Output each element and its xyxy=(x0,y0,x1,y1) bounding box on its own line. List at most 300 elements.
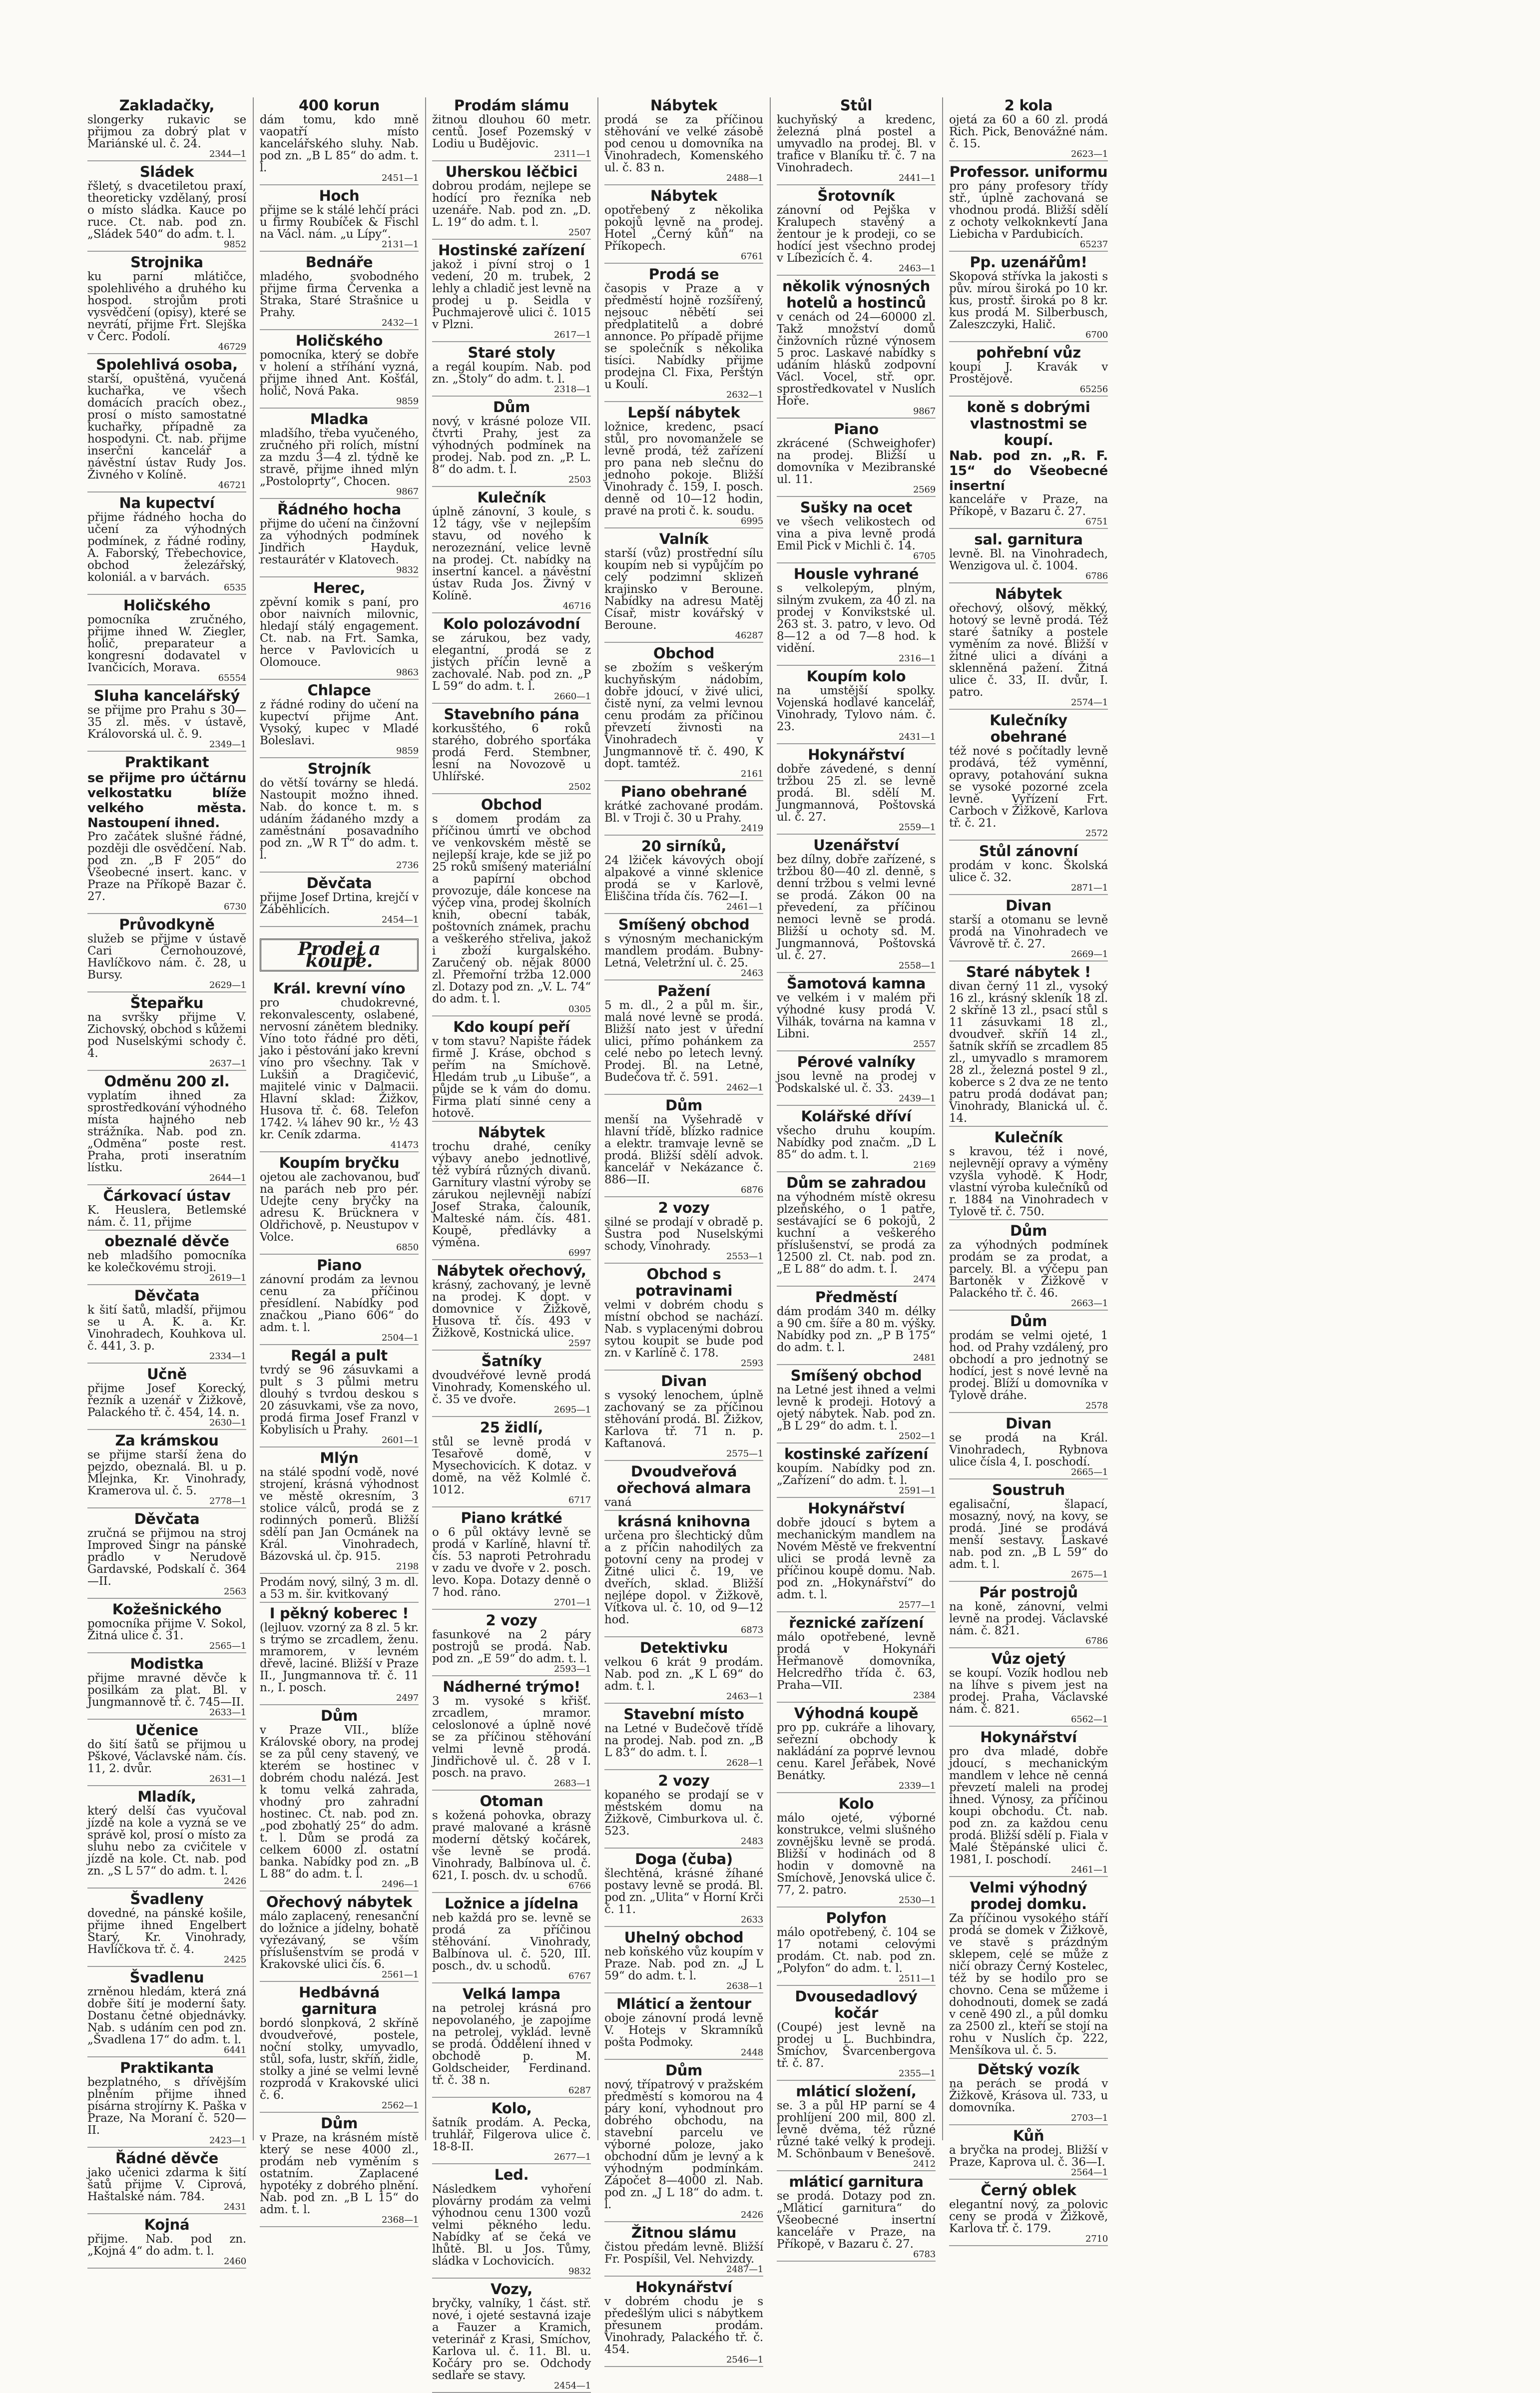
column xyxy=(87,97,246,2267)
ad-reference-number: 2339—1 xyxy=(898,1781,936,1791)
ad-title: 400 korun xyxy=(299,97,380,114)
classified-ad xyxy=(432,1353,591,1415)
ad-reference-number: 2169 xyxy=(913,1160,936,1170)
ad-separator xyxy=(87,2056,246,2057)
classified-ad xyxy=(777,668,936,742)
ad-reference-number: 2778—1 xyxy=(209,1496,246,1506)
ad-title: Hedbávná garnitura xyxy=(299,1984,380,2017)
classified-ad xyxy=(260,875,419,925)
classified-ad xyxy=(87,1891,246,1964)
classified-ad xyxy=(604,1266,763,1368)
ad-text: v tom stavu? Napište řádek firmě J. Kráse, obchod s peřím na Smíchově. Hledám trub „u Libuše“, a půjde se k vám do domu. Firma platí sinné ceny a hotově. xyxy=(432,1035,591,1120)
ad-text: mladšího, třeba vyučeného, zručného při rolích, místní za mzdu 3—4 zl. týdně ke stravě, přijme ihned mlýn „Postoloprty“, Chocen. xyxy=(260,427,419,488)
classified-ad xyxy=(87,688,246,749)
ad-text: určena pro šlechtický dům a z příčin nahodilých za potovní ceny na prodej v Žitné ulici č. 19, ve dveřích, sklad. Bližší nejlépe dopol. v Žižkově, Vítkova ul. č. 10, od 9—12 hod. xyxy=(604,1529,763,1626)
classified-ad xyxy=(87,1073,246,1183)
ad-title: Regál a pult xyxy=(291,1347,388,1364)
ad-text: dobrou prodám, nejlepe se hodící pro řezníka neb uzenáře. Nab. pod zn. „D. L. 19“ do adm. t. l. xyxy=(432,180,591,229)
classified-ad xyxy=(87,754,246,912)
ad-text: přijme řádného hocha do učení za výhodných podmínek, z řádné rodiny, A. Faborský, Třebechovice, obchod železářský, koloniál. a v barvách. xyxy=(87,511,246,584)
ad-text: 3 m. vysoké s křišť. zrcadlem, mramor. celoslonové a úplně nové se za příčinou stěhování velmi levně prodá. Jindřichově ul. č. 28 v I. posch. na pravo. xyxy=(432,1695,591,1780)
ad-text: šlechtěná, krásné žíhané postavy levně se prodá. Bl. pod zn. „Ulita“ v Horní Krči č. 11. xyxy=(604,1867,763,1916)
ad-reference-number: 2419 xyxy=(740,823,763,834)
ad-text: divan černý 11 zl., vysoký 16 zl., krásný skleník 18 zl. 2 skříně 13 zl., psací stůl s 11 zásuvkami 18 zl., dvoudveř. skříň 14 zl., šatník skříň se zrcadlem 85 zl., umyvadlo s mramorem 28 zl., železná postel 9 zl., koberce s 2 dva ze ne tento patru prodá dodávat pan; Vinohrady, Blanická ul. č. 14. xyxy=(949,980,1108,1125)
ad-text: v Praze VII., blíže Královské obory, na prodej se za půl ceny stavený, ve kterém se hostinec v dobrém chodu nalézá. Jest k tomu velká zahrada, vhodný pro zahradní hostinec. Ct. nab. pod zn. „pod zbohatlý 25“ do adm. t. l. Dům se prodá za celkem 6000 zl. ostatní banka. Nabídky pod zn. „B L 88“ do adm. t. l. xyxy=(260,1724,419,1881)
ad-separator xyxy=(949,1478,1108,1479)
ad-separator xyxy=(604,1510,763,1511)
ad-separator xyxy=(87,1719,246,1720)
ad-text: starší (vůz) prostřední sílu koupím neb si vypůjčím po celý podzimní sklizeň krajinsko v Beroune. Nabídky na adresu Matěj Císař, mistr kovářský v Beroune. xyxy=(604,547,763,632)
ad-text: pro dva mladé, dobře jdoucí, s mechanickým mandlem v lehce ně cenná převzetí maleli na prodej ihned. Výnosy, za příčinou koupi obchodu. Ct. nab. pod zn. za každou cenu prodá. Bližší sdělí p. Fiala v Malé Štěpánské ulici č. 1981, I. poschodí. xyxy=(949,1745,1108,1866)
ad-text: 24 lžiček kávových obojí alpakové a vinné sklenice prodá se v Karlově, Eliščina třída čís. 762—I. xyxy=(604,854,763,903)
ad-title: Ořechový nábytek xyxy=(266,1894,413,1911)
classified-ad xyxy=(87,2217,246,2266)
ad-separator xyxy=(432,2278,591,2279)
ad-reference-number: 6997 xyxy=(568,1248,591,1258)
classified-ad xyxy=(432,1896,591,1981)
ad-title: Polyfon xyxy=(826,1910,887,1926)
classified-ad xyxy=(604,645,763,779)
classified-ad xyxy=(87,254,246,352)
ad-separator xyxy=(87,991,246,992)
ad-text: kuchyňský a kredenc, železná plná postel a umyvadlo na prodej. Bl. v trafice v Blaníku tř. č. 7 na Vinohradech. xyxy=(777,113,936,174)
ad-text: neb koňského vůz koupím v Praze. Nab. pod zn. „J L 59“ do adm. t. l. xyxy=(604,1945,763,1982)
ad-reference-number: 65256 xyxy=(1079,384,1108,395)
ad-separator xyxy=(777,275,936,276)
classified-ad xyxy=(87,1511,246,1596)
ad-title: Šatníky xyxy=(481,1353,542,1370)
ad-separator xyxy=(949,582,1108,583)
classified-ad xyxy=(604,1929,763,1991)
ad-reference-number: 2564—1 xyxy=(1070,2167,1108,2178)
classified-ad xyxy=(604,838,763,912)
ad-separator xyxy=(260,1344,419,1345)
ad-text: čistou předám levně. Bližší Fr. Pospíšil, Vel. Nehvizdy. xyxy=(604,2241,763,2266)
ad-title: Sluha kancelářský xyxy=(93,687,240,704)
classified-ad xyxy=(260,580,419,677)
ad-text: prodám v konc. Školská ulice č. 32. xyxy=(949,859,1108,884)
ad-text: pomocníka přijme V. Sokol, Žitná ulice č. 31. xyxy=(87,1617,246,1642)
classified-ad xyxy=(777,1368,936,1441)
ad-title: Stůl xyxy=(840,97,873,114)
ad-reference-number: 2483 xyxy=(740,1836,763,1847)
classified-ad xyxy=(260,761,419,870)
ad-text: tvrdý se 96 zásuvkami a pult s 3 půlmi metru dlouhý s tvrdou deskou s 20 zásuvkami, vše za novo, prodá firma Josef Franzl v Kobylisích u Prahy. xyxy=(260,1364,419,1436)
ad-separator xyxy=(260,184,419,185)
ad-reference-number: 6873 xyxy=(740,1625,763,1635)
ad-title: Učenice xyxy=(135,1722,198,1739)
classified-ad xyxy=(949,2182,1108,2244)
ad-reference-number: 2617—1 xyxy=(553,330,591,340)
ad-text: ojetá za 60 a 60 zl. prodá Rich. Pick, Benovážné nám. č. 15. xyxy=(949,113,1108,150)
ad-text: přijme Josef Drtina, krejčí v Záběhlicích. xyxy=(260,891,419,916)
ad-text: Pro začátek slušné řádné, později dle osvědčení. Nab. pod zn. „B F 205“ do Všeobecné insert. kanc. v Praze na Příkopě Bazar č. 27. xyxy=(87,830,246,903)
ad-reference-number: 2349—1 xyxy=(209,739,246,750)
ad-separator xyxy=(604,2276,763,2277)
ad-separator xyxy=(432,1982,591,1983)
ad-highlight: se přijme pro účtárnu velkostatku blíže velkého města. Nastoupení ihned. xyxy=(87,771,246,831)
ad-reference-number: 6783 xyxy=(913,2249,936,2260)
classified-ad xyxy=(604,1996,763,2057)
ad-title: Smíšený obchod xyxy=(618,916,750,933)
ad-text: s velkolepým, plným, silným zvukem, za 40 zl. na prodej v Konvikstské ul. 263 st. 3. patro, v levo. Od 8—12 a od 7—8 hod. k vidění. xyxy=(777,582,936,655)
classified-ad xyxy=(432,797,591,1014)
ad-separator xyxy=(604,2221,763,2222)
classified-ad xyxy=(777,1054,936,1103)
ad-title: Hokynářství xyxy=(980,1729,1077,1746)
ad-separator xyxy=(87,1507,246,1508)
ad-text: ojetou ale zachovanou, buď na parách neb pro pér. Udejte ceny bryčky na adresu K. Brücknera v Oldřichově, p. Neustupov v Volce. xyxy=(260,1171,419,1244)
ad-title: Divan xyxy=(1006,897,1051,914)
ad-text: Následkem vyhoření plovárny prodám za velmi výhodnou cenu 1300 vozů velmi pěkného ledu. Nabídky ať se čeká ve lhůtě. Bl. u Jos. Tůmy, sládka v Lochovicích. xyxy=(432,2183,591,2268)
ad-separator xyxy=(260,1602,419,1603)
ad-separator xyxy=(260,1704,419,1705)
ad-reference-number: 2412 xyxy=(913,2159,936,2169)
ad-title: Kolo xyxy=(838,1795,874,1812)
ad-title: obeznalé děvče xyxy=(104,1233,229,1250)
ad-title: Holičského xyxy=(295,332,383,349)
ad-title: koně s dobrými vlastnostmi se koupí. xyxy=(967,399,1090,449)
ad-title: Uhelný obchod xyxy=(624,1929,744,1946)
ad-separator xyxy=(949,396,1108,397)
ad-title: Doga (čuba) xyxy=(635,1851,733,1868)
ad-text: všecho druhu koupím. Nabídky pod značm. „D L 85“ do adm. t. l. xyxy=(777,1124,936,1161)
column-rule xyxy=(770,97,771,2140)
ad-text: neb každá pro se. levně se prodá za příčinou stěhování. Vinohrady, Balbínova ul. č. 520, III. posch., dv. u schodů. xyxy=(432,1912,591,1972)
ad-separator xyxy=(87,1429,246,1430)
ad-reference-number: 2577—1 xyxy=(898,1600,936,1610)
ad-text: zánovní prodám za levnou cenu za příčinou přesídlení. Nabídky pod značkou „Piano 606“ do adm. t. l. xyxy=(260,1273,419,1334)
ad-separator xyxy=(87,1284,246,1285)
ad-title: Hoch xyxy=(319,187,360,204)
ad-text: ku parní mlátičce, spolehlivého a druhého ku hospod. strojům proti vysvědčení (opisy), které se nevrátí, přijme Frt. Slejška v Čerc. Podolí. xyxy=(87,270,246,343)
ad-reference-number: 9863 xyxy=(396,667,419,678)
ad-separator xyxy=(260,1573,419,1574)
ad-reference-number: 2368—1 xyxy=(381,2215,419,2225)
classified-ad xyxy=(432,242,591,340)
classified-ad xyxy=(87,1188,246,1228)
ad-text: na petrolej krásná pro nepovolaného, je zapojíme na petrolej, vyklád. levně se prodá. Oddělení ihned v obchodě p. M. Goldscheider, Ferdinand. tř. č. 38 n. xyxy=(432,2002,591,2087)
ad-text: se zárukou, bez vady, elegantní, prodá se z jistých příčin levně a zachovalé. Nab. pod zn. „P L 59“ do adm. t. l. xyxy=(432,632,591,693)
ad-reference-number: 6766 xyxy=(568,1881,591,1891)
ad-title: Koupím bryčku xyxy=(279,1154,400,1171)
ad-separator xyxy=(87,913,246,914)
ad-separator xyxy=(604,527,763,528)
ad-separator xyxy=(604,1926,763,1927)
ad-separator xyxy=(432,1259,591,1260)
classified-ad xyxy=(777,1988,936,2078)
classified-ad xyxy=(777,97,936,183)
ad-text: dobře závedené, s denní tržbou 25 zl. se levně prodá. Bl. sdělí M. Jungmannová, Poštovská ul. č. 27. xyxy=(777,763,936,824)
classified-ad xyxy=(432,1510,591,1607)
ad-separator xyxy=(777,1702,936,1703)
ad-title: Děvčata xyxy=(134,1510,200,1527)
ad-text: dám prodám 340 m. délky a 90 cm. šíře a 80 m. výšky. Nabídky pod zn. „P B 175“ do adm. t. l. xyxy=(777,1305,936,1354)
ad-separator xyxy=(777,2170,936,2171)
ad-text: vaná xyxy=(604,1496,632,1509)
ad-separator xyxy=(949,1412,1108,1413)
ad-reference-number: 6441 xyxy=(223,2045,246,2055)
ad-text: 5 m. dl., 2 a půl m. šir., malá nové levně se prodá. Bližší nato jest v úřední ulici, přímo pohánkem za celé nebo po letech levný. Prodej. Bl. na Letné, Budečova tř. č. 591. xyxy=(604,999,763,1084)
column xyxy=(777,97,936,2260)
ad-reference-number: 2431—1 xyxy=(898,732,936,742)
ad-separator xyxy=(87,1652,246,1653)
ad-separator xyxy=(260,1254,419,1255)
ad-separator xyxy=(432,396,591,397)
classified-ad xyxy=(604,2062,763,2220)
ad-title: Dům xyxy=(320,2115,358,2132)
ad-text: ve všech velikostech od vina a piva levně prodá Emil Pick v Michli č. 14. xyxy=(777,515,936,552)
ad-reference-number: 2316—1 xyxy=(898,653,936,664)
classified-ad xyxy=(604,2279,763,2365)
ad-title: Led. xyxy=(494,2166,529,2183)
ad-text: k šití šatů, mladší, přijmou se u A. K. a. Kr. Vinohradech, Kouhkova ul. č. 441, 3. p. xyxy=(87,1304,246,1353)
ad-separator xyxy=(949,1219,1108,1220)
classified-ad xyxy=(777,188,936,273)
classified-ad xyxy=(777,2174,936,2259)
ad-reference-number: 2563 xyxy=(223,1586,246,1597)
ad-title: Dvoudveřová ořechová almara xyxy=(616,1463,751,1496)
classified-ad xyxy=(432,164,591,237)
classified-ad xyxy=(949,531,1108,581)
ad-reference-number: 2569 xyxy=(913,484,936,495)
ad-reference-number: 2454—1 xyxy=(553,2381,591,2391)
ad-separator xyxy=(777,1364,936,1365)
ad-reference-number: 2630—1 xyxy=(209,1418,246,1428)
classified-ad xyxy=(777,1796,936,1905)
ad-reference-number: 9832 xyxy=(396,565,419,575)
ad-title: Herec, xyxy=(313,579,366,596)
ad-reference-number: 2344—1 xyxy=(209,149,246,159)
ad-reference-number: 2619—1 xyxy=(209,1273,246,1283)
ad-separator xyxy=(432,239,591,240)
classified-ad xyxy=(604,1513,763,1635)
ad-text: se koupí. Vozík hodlou neb na líhve s pivem jest na prodej. Praha, Václavské nám. č. 821. xyxy=(949,1667,1108,1716)
classified-ad xyxy=(432,1793,591,1891)
ad-separator xyxy=(87,1230,246,1231)
ad-separator xyxy=(604,1848,763,1849)
ad-reference-number: 6876 xyxy=(740,1185,763,1195)
ad-title: Koupím kolo xyxy=(806,668,906,685)
ad-text: přijme se k stálé lehčí práci u firmy Roubíček & Fischl na Václ. nám. „u Lípy“. xyxy=(260,204,419,241)
ad-title: Švadlenu xyxy=(129,1969,204,1986)
ad-separator xyxy=(87,2147,246,2148)
ad-title: Staré stoly xyxy=(468,344,555,361)
ad-text: kanceláře v Praze, na Příkopě, v Bazaru č. 27. xyxy=(949,493,1108,518)
ad-separator xyxy=(260,757,419,758)
classified-ad xyxy=(949,254,1108,340)
ad-text: na umstější spolky. Vojenská hodlavé kancelář, Vinohrady, Tylovo nám. č. 23. xyxy=(777,684,936,733)
ad-separator xyxy=(87,751,246,752)
classified-ad xyxy=(87,597,246,683)
ad-text: úplně zánovní, 3 koule, s 12 tágy, vše v nejlepším stavu, od nového k nerozeznání, velice levně na prodej. Ct. nabídky na insertní kancel. a návěstní ústav Ruda Jos. Živný v Kolíně. xyxy=(432,505,591,602)
ad-title: Černý oblek xyxy=(981,2182,1076,2199)
ad-separator xyxy=(432,1892,591,1893)
ad-reference-number: 2461—1 xyxy=(726,902,763,912)
ad-separator xyxy=(260,1981,419,1982)
ad-separator xyxy=(87,1598,246,1599)
ad-separator xyxy=(87,1184,246,1185)
classified-ad xyxy=(260,1984,419,2110)
classified-ad xyxy=(432,1019,591,1119)
ad-title: Za krámskou xyxy=(115,1432,219,1449)
ad-reference-number: 2683—1 xyxy=(553,1778,591,1789)
ad-reference-number: 65237 xyxy=(1079,239,1108,250)
ad-title: Sušky na ocet xyxy=(800,499,913,516)
ad-text: velmi v dobrém chodu s místní obchod se nachází. Nab. s vyplacenými dobrou sytou koupit se bude pod zn. v Karlíně č. 178. xyxy=(604,1299,763,1360)
ad-reference-number: 2710 xyxy=(1085,2234,1108,2244)
ad-text: pro chudokrevné, rekonvalescenty, oslabené, nervosní zánětem bledniky. Víno toto řádné pro děti, jako i pěstování jako krevní víno pro všechny. Tak v Lukšiň a Dragičević, majitelé vinic v Dalmacii. Hlavní sklad: Žižkov, Husova tř. č. 68. Telefon 1742. ¼ láhev 90 kr., ½ 43 kr. Ceník zdarma. xyxy=(260,996,419,1141)
ad-text: levně. Bl. na Vinohradech, Wenzigova ul. č. 1004. xyxy=(949,547,1108,572)
ad-reference-number: 2507 xyxy=(568,227,591,238)
ad-separator xyxy=(432,612,591,613)
ad-separator xyxy=(604,1769,763,1770)
ad-reference-number: 2572 xyxy=(1085,828,1108,839)
ad-separator xyxy=(604,1094,763,1095)
ad-text: na svršky přijme V. Zichovský, obchod s kůžemi pod Nuselskými schody č. 4. xyxy=(87,1011,246,1060)
classified-ad xyxy=(604,97,763,183)
ad-text: přijme. Nab. pod zn. „Kojná 4“ do adm. t. l. xyxy=(87,2233,246,2258)
classified-ad xyxy=(604,1773,763,1846)
ad-reference-number: 2559—1 xyxy=(898,822,936,833)
column-rule xyxy=(253,97,254,2140)
ad-reference-number: 9859 xyxy=(396,396,419,407)
ad-reference-number: 2511—1 xyxy=(898,1973,936,1984)
ad-text: zručná se přijmou na stroj Improved Singr na pánské prádlo v Nerudově Gardavské, Podskalí č. 364—II. xyxy=(87,1527,246,1588)
ad-text: s domem prodám za příčinou úmrtí ve obchod ve venkovském městě se nejlepší kraje, kde se již po 25 roků smíšený materiální a papírní obchod provozuje, dále koncese na výčep vína, prodej školních knih, obecní tabák, poštovních známek, prachu a veškerého střeliva, jakož i zboží kurgalského. Zaručený ob. nějak 8000 zl. Přemořní tržba 12.000 zl. Dotazy pod zn. „V. L. 74“ do adm. t. l. xyxy=(432,813,591,1005)
ad-text: málo ojeté, výborné konstrukce, velmi slušného zovnějšku levně se prodá. Bližší v hodinách od 8 hodin v domovně na Smíchově, Jenovská ulice č. 77, 2. patro. xyxy=(777,1812,936,1897)
ad-separator xyxy=(432,1350,591,1351)
ad-title: mláticí garnitura xyxy=(789,2173,924,2190)
ad-separator xyxy=(260,1151,419,1152)
classified-ad xyxy=(604,917,763,978)
classified-ad xyxy=(87,1433,246,1506)
ad-reference-number: 46721 xyxy=(218,480,246,490)
ad-reference-number: 6850 xyxy=(396,1242,419,1253)
ad-title: Nábytek xyxy=(995,585,1062,602)
ad-text: dám tomu, kdo mně vaopatří místo kancelářského sluhy. Nab. pod zn. „B L 85“ do adm. t. l. xyxy=(260,113,419,174)
ad-text: koupím. Nabídky pod zn. „Zařízení“ do adm. t. l. xyxy=(777,1462,936,1487)
ad-reference-number: 0305 xyxy=(568,1004,591,1014)
ad-title: Nábytek xyxy=(650,187,718,204)
ad-separator xyxy=(260,408,419,409)
ad-reference-number: 2503 xyxy=(568,475,591,485)
ad-separator xyxy=(260,251,419,252)
classified-ad xyxy=(432,616,591,701)
classified-ad xyxy=(949,1129,1108,1218)
ad-separator xyxy=(87,1363,246,1364)
ad-text: pro pány profesory třídy stř., úplně zachovaná se vhodnou prodá. Bližší sdělí z ochoty velkoknkevtí Jana Liebicha v Pardubicích. xyxy=(949,180,1108,241)
ad-text: přijme do učení na činžovní za výhodných podmínek Jindřich Hayduk, restaurátér v Klatovech. xyxy=(260,517,419,566)
ad-reference-number: 2460 xyxy=(223,2256,246,2267)
ad-text: bez dílny, dobře zařízené, s tržbou 80—40 zl. denně, s denní tržbou s velmi levné se prodá. Zákon 00 na převedení, za příčinou nemoci levně se prodá. Bližší u ochoty sd. M. Jungmannová, Poštovská ul. č. 27. xyxy=(777,853,936,962)
ad-title: několik výnosných hotelů a hostinců xyxy=(782,278,930,311)
ad-title: Hokynářství xyxy=(808,1500,905,1517)
ad-separator xyxy=(604,263,763,264)
ad-reference-number: 2578 xyxy=(1085,1401,1108,1411)
classified-ad xyxy=(604,1640,763,1701)
ad-reference-number: 2633—1 xyxy=(209,1707,246,1718)
classified-ad xyxy=(260,411,419,496)
ad-reference-number: 2677—1 xyxy=(553,2152,591,2162)
ad-text: na koně, zánovní, velmi levně na prodej. Václavské nám. č. 821. xyxy=(949,1600,1108,1637)
ad-reference-number: 2623—1 xyxy=(1070,149,1108,159)
ad-text: do větší továrny se hledá. Nastoupit možno ihned. Nab. do konce t. m. s udáním žádaného mzdy a zaměstnání posavadního pod zn. „W R T“ do adm. t. l. xyxy=(260,777,419,862)
ad-title: Kožešnického xyxy=(112,1601,222,1618)
ad-title: Stavební místo xyxy=(623,1706,744,1723)
ad-separator xyxy=(777,1442,936,1443)
classified-ad xyxy=(260,2115,419,2225)
classified-ad xyxy=(604,188,763,261)
ad-title: pohřební vůz xyxy=(976,344,1081,361)
ad-separator xyxy=(87,1888,246,1889)
ad-separator xyxy=(260,1891,419,1892)
classified-ad xyxy=(777,1108,936,1170)
ad-separator xyxy=(777,1985,936,1986)
ad-separator xyxy=(260,679,419,680)
ad-title: Kdo koupí peří xyxy=(453,1018,570,1035)
classified-ad xyxy=(777,1500,936,1610)
classified-ad xyxy=(949,843,1108,893)
ad-reference-number: 2669—1 xyxy=(1070,949,1108,959)
classified-ad xyxy=(87,1656,246,1717)
ad-separator xyxy=(604,1370,763,1371)
ad-separator xyxy=(949,2245,1108,2246)
classified-ad xyxy=(949,399,1108,526)
ad-text: jakož i pívní stroj o 1 vedení, 20 m. trubek, 2 lehly a chladič jest levně na prodej u p. Seidla v Puchmajerově ulici č. 1015 v Plzni. xyxy=(432,258,591,331)
ad-text: kopaného se prodají se v městském domu na Žižkově, Cimburkova ul. č. 523. xyxy=(604,1789,763,1838)
ad-text: za výhodných podmínek prodám se za prodat, a parcely. Bl. a výčepu pan Bartoněk v Žižkově v Palackého tř. č. 46. xyxy=(949,1239,1108,1300)
ad-reference-number: 2736 xyxy=(396,860,419,871)
ad-separator xyxy=(604,1703,763,1704)
ad-separator xyxy=(949,2058,1108,2059)
ad-text: trochu drahé, ceníky výbavy anebo jednotlivé, též vybírá různých divanů. Garnitury vlastní výroby se zárukou nejlevněji nabízí Josef Straka, čalouník, Malteské nám. čís. 481. Koupě, předlávky a výměna. xyxy=(432,1140,591,1249)
ad-reference-number: 2665—1 xyxy=(1070,1467,1108,1477)
ad-text: s výnosným mechanickým mandlem prodám. Bubny-Letná, Veletržní ul. č. 25. xyxy=(604,933,763,969)
ad-text: služeb se přijme v ústavě Cari Černohouzové, Havlíčkovo nám. č. 28, u Bursy. xyxy=(87,933,246,981)
ad-title: Dům se zahradou xyxy=(786,1174,926,1191)
ad-text: stůl se levně prodá v Tesařově domě, v Mysechovicích. K dotaz. v domě, na věž Kolmlé č. 1012. xyxy=(432,1436,591,1496)
classified-ad xyxy=(604,1463,763,1508)
ad-reference-number: 2502 xyxy=(568,782,591,792)
ad-reference-number: 2462—1 xyxy=(726,1082,763,1093)
ad-title: Soustruh xyxy=(992,1481,1065,1498)
ad-separator xyxy=(949,1726,1108,1727)
classified-ad xyxy=(604,531,763,640)
ad-reference-number: 2575—1 xyxy=(726,1448,763,1459)
classified-ad xyxy=(604,1851,763,1924)
ad-separator xyxy=(87,684,246,685)
section-heading xyxy=(260,930,419,980)
ad-title: Kojná xyxy=(144,2216,190,2233)
ad-reference-number: 46729 xyxy=(218,342,246,352)
ad-separator xyxy=(949,160,1108,161)
ad-text: zkrácené (Schweighofer) na prodej. Bližší u domovníka v Mezibranské ul. 11. xyxy=(777,437,936,486)
classified-ad xyxy=(949,898,1108,959)
ad-text: málo opotřebené, levně prodá v Hokynáři Heřmanově domovníka, Helcredřho třída č. 63, Praha—VII. xyxy=(777,1631,936,1692)
ad-reference-number: 2496—1 xyxy=(381,1879,419,1890)
classified-ad xyxy=(432,97,591,159)
ad-title: Dům xyxy=(320,1707,358,1724)
ad-text: o 6 půl oktávy levně se prodá v Karlíně, hlavní tř. čís. 53 naproti Petrohradu v zadu ve dvoře v 2. posch. levo. Kopa. Dotazy denně o 7 hod. ráno. xyxy=(432,1526,591,1599)
ad-reference-number: 2546—1 xyxy=(726,2355,763,2365)
ad-reference-number: 9852 xyxy=(223,239,246,250)
ad-reference-number: 2562—1 xyxy=(381,2100,419,2111)
classified-ad xyxy=(777,499,936,561)
classified-ad xyxy=(260,682,419,756)
ad-text: časopis v Praze a v předměstí hojně rozšířený, nejsouc něbětí sei předplatitelů a dobré annonce. Po případě přijme se společník s několika tisíci. Nabídky přijme prodejna Cl. Fixa, Perštýn u Koulí. xyxy=(604,282,763,391)
ad-title: 2 vozy xyxy=(658,1772,710,1789)
